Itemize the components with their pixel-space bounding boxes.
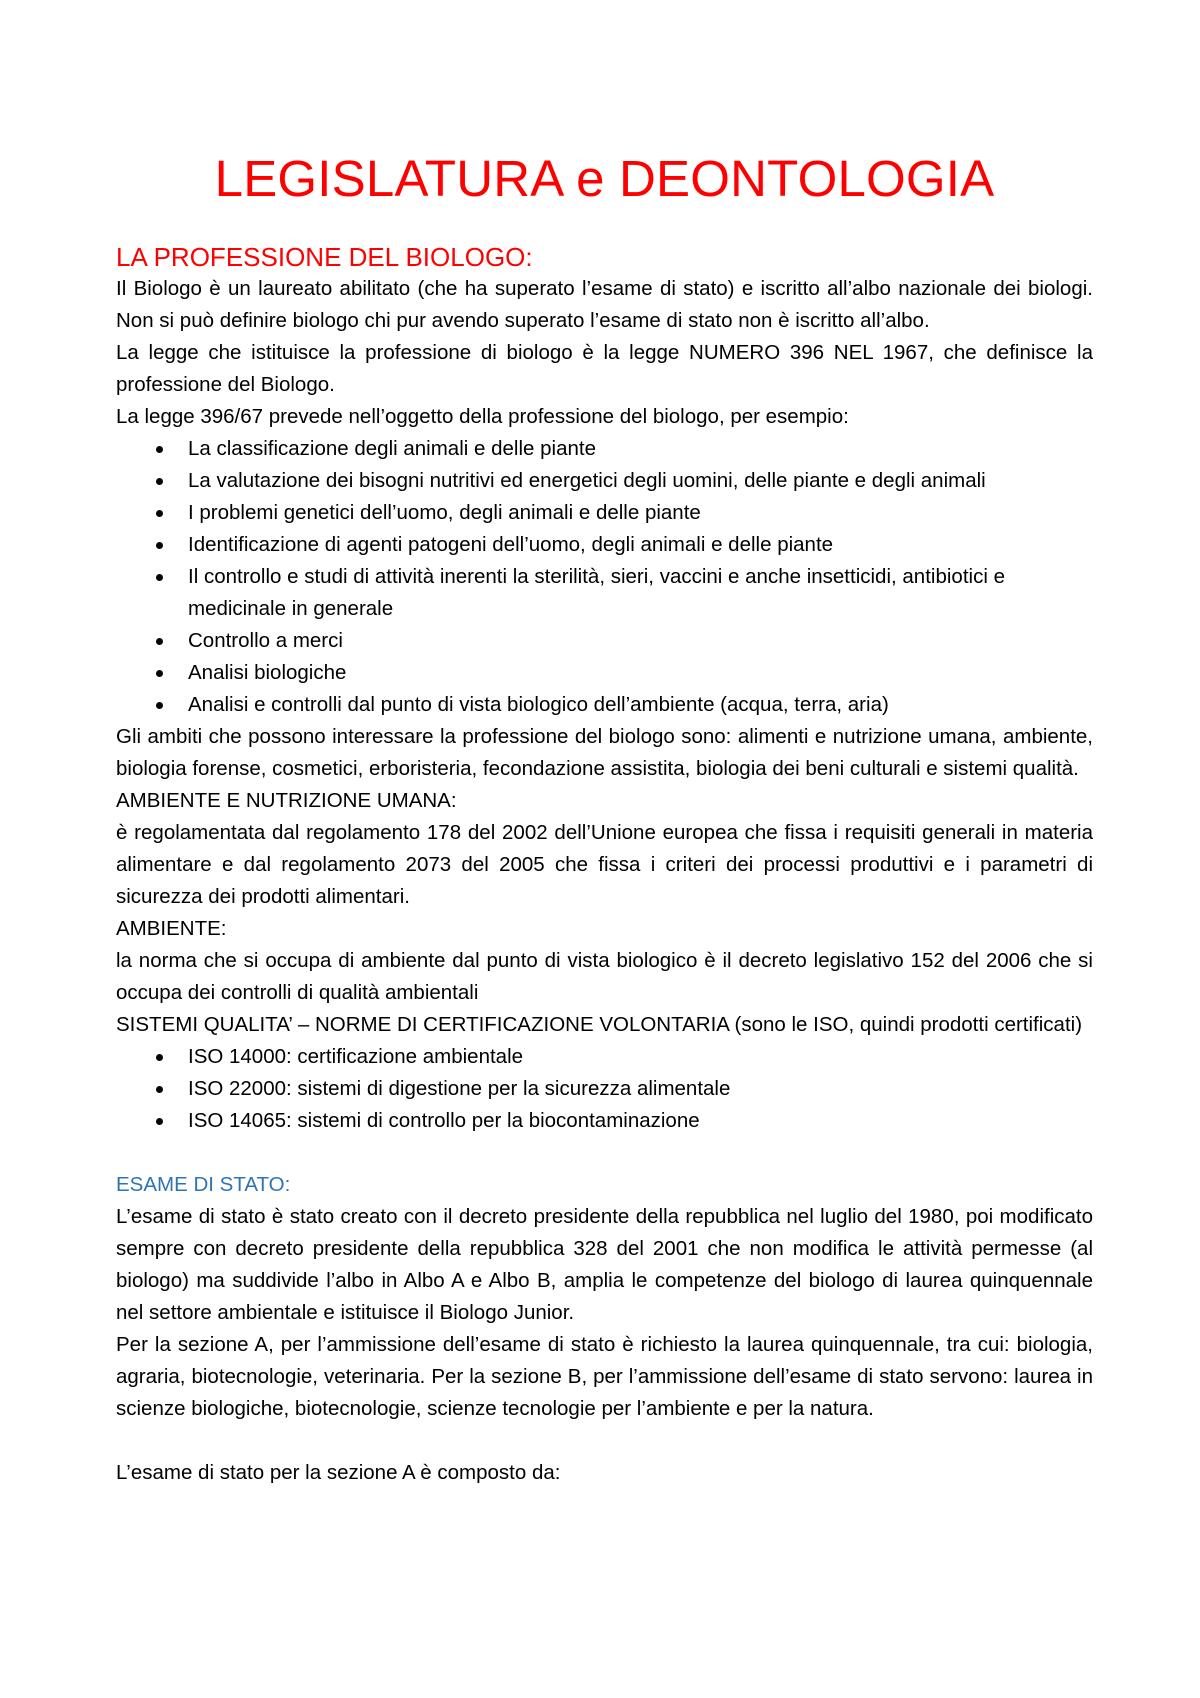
section-heading-esame: ESAME DI STATO: [116, 1173, 291, 1196]
paragraph-definizione: Il Biologo è un laureato abilitato (che ha superato l’esame di stato) e iscritto all’albo nazionale dei biologi. Non si può definire biologo chi pur avendo superato l’esame di stato non è iscritto all’albo. [116, 277, 1093, 332]
bullet-icon [156, 670, 163, 677]
bullet-list-iso [116, 1041, 1093, 1137]
list-item: La valutazione dei bisogni nutritivi ed energetici degli uomini, delle piante e degli animali [116, 465, 1093, 497]
list-item: I problemi genetici dell’uomo, degli animali e delle piante [116, 497, 1093, 529]
paragraph-esame-storia: L’esame di stato è stato creato con il decreto presidente della repubblica nel luglio del 1980, poi modificato sempre con decreto presidente della repubblica 328 del 2001 che non modifica le attività permesse (al biologo) ma suddivide l’albo in Albo A e Albo B, amplia le competenze del biologo di laurea quinquennale nel settore ambientale e istituisce il Biologo Junior. [116, 1205, 1093, 1324]
subheading-ambiente-nutrizione: AMBIENTE E NUTRIZIONE UMANA: [116, 789, 457, 812]
list-item: Analisi e controlli dal punto di vista biologico dell’ambiente (acqua, terra, aria) [116, 689, 1093, 721]
list-item: Analisi biologiche [116, 657, 1093, 689]
bullet-icon [156, 542, 163, 549]
bullet-icon [156, 1086, 163, 1093]
document-title: LEGISLATURA e DEONTOLOGIA [214, 150, 995, 207]
paragraph-ambiente: la norma che si occupa di ambiente dal punto di vista biologico è il decreto legislativo 152 del 2006 che si occupa dei controlli di qualità ambientali [116, 949, 1093, 1004]
list-item: ISO 22000: sistemi di digestione per la sicurezza alimentale [116, 1073, 1093, 1105]
bullet-icon [156, 1054, 163, 1061]
list-item: Identificazione di agenti patogeni dell’uomo, degli animali e delle piante [116, 529, 1093, 561]
paragraph-ambiti: Gli ambiti che possono interessare la professione del biologo sono: alimenti e nutrizione umana, ambiente, biologia forense, cosmetici, erboristeria, fecondazione assistita, biologia dei beni culturali e sistemi qualità. [116, 725, 1093, 780]
bullet-icon [156, 574, 163, 581]
section-heading-professione: LA PROFESSIONE DEL BIOLOGO: [116, 242, 533, 272]
bullet-icon [156, 510, 163, 517]
paragraph-ambiente-nutrizione: è regolamentata dal regolamento 178 del 2002 dell’Unione europea che fissa i requisiti generali in materia alimentare e dal regolamento 2073 del 2005 che fissa i criteri dei processi produttivi e i parametri di sicurezza dei prodotti alimentari. [116, 821, 1093, 908]
bullet-icon [156, 446, 163, 453]
paragraph-esame-ammissione: Per la sezione A, per l’ammissione dell’esame di stato è richiesto la laurea quinquennale, tra cui: biologia, agraria, biotecnologie, veterinaria. Per la sezione B, per l’ammissione dell’esame di stato servono: laurea in scienze biologiche, biotecnologie, scienze tecnologie per l’ambiente e per la natura. [116, 1333, 1093, 1420]
bullet-list-oggetto [116, 433, 1093, 721]
list-item: Controllo a merci [116, 625, 1093, 657]
list-item: ISO 14065: sistemi di controllo per la biocontaminazione [116, 1105, 1093, 1137]
list-item: La classificazione degli animali e delle piante [116, 433, 1093, 465]
bullet-icon [156, 638, 163, 645]
bullet-icon [156, 1118, 163, 1125]
list-item: ISO 14000: certificazione ambientale [116, 1041, 1093, 1073]
list-item: Il controllo e studi di attività inerenti la sterilità, sieri, vaccini e anche insetticidi, antibiotici e medicinale in generale [116, 561, 1093, 625]
blank-line [116, 1425, 1093, 1457]
subheading-ambiente: AMBIENTE: [116, 917, 227, 940]
bullet-icon [156, 702, 163, 709]
bullet-icon [156, 478, 163, 485]
paragraph-esame-sezione-a: L’esame di stato per la sezione A è composto da: [116, 1461, 561, 1484]
paragraph-sistemi-qualita: SISTEMI QUALITA’ – NORME DI CERTIFICAZIONE VOLONTARIA (sono le ISO, quindi prodotti certificati) [116, 1013, 1083, 1036]
paragraph-legge: La legge che istituisce la professione di biologo è la legge NUMERO 396 NEL 1967, che definisce la professione del Biologo. [116, 341, 1093, 396]
paragraph-oggetto: La legge 396/67 prevede nell’oggetto della professione del biologo, per esempio: [116, 405, 849, 428]
